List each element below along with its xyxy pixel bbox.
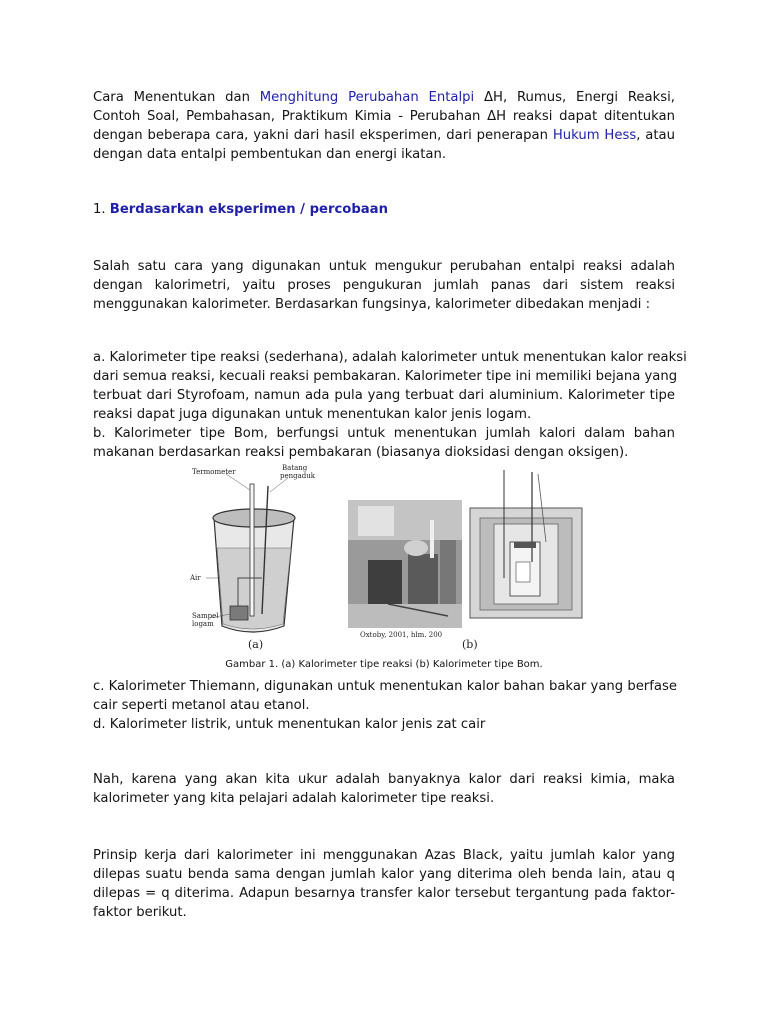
intro-line-3-post: , atau [636, 128, 675, 143]
figure-b-apparatus-photo [348, 500, 462, 628]
figure-a-calorimeter-drawing [190, 464, 316, 652]
prinsip-paragraph [93, 846, 675, 922]
type-a-line-2: dari semua reaksi, kecuali reaksi pembakaran. Kalorimeter tipe ini memiliki bejana yang [93, 369, 678, 384]
hukum-hess-link[interactable]: Hukum Hess [552, 128, 637, 143]
figure-source-label [360, 628, 460, 640]
label-pengaduk: pengaduk [280, 472, 316, 480]
label-batang: Batang [282, 464, 308, 472]
nah-line-1: Nah, karena yang akan kita ukur adalah banyaknya kalor dari reaksi kimia, maka [93, 772, 675, 787]
type-c-line-1: c. Kalorimeter Thiemann, digunakan untuk menentukan kalor bahan bakar yang berfase [93, 679, 677, 694]
calorimeter-types-c-d-paragraph [93, 677, 675, 734]
label-termometer: Termometer [192, 468, 236, 476]
label-air: Air [190, 574, 201, 582]
type-a-line-4: reaksi dapat juga digunakan untuk menentukan kalor jenis logam. [93, 407, 532, 422]
type-b-line-2: makanan berdasarkan reaksi pembakaran (biasanya dioksidasi dengan oksigen). [93, 445, 629, 460]
label-a: (a) [248, 638, 264, 651]
calorimeter-types-paragraph [93, 348, 687, 462]
kalorimetri-paragraph [93, 257, 675, 314]
nah-line-2: kalorimeter yang kita pelajari adalah kalorimeter tipe reaksi. [93, 791, 495, 806]
type-a-line-3: terbuat dari Styrofoam, namun ada pula yang terbuat dari aluminium. Kalorimeter tipe [93, 388, 675, 403]
intro-line-4: dengan data entalpi pembentukan dan energi ikatan. [93, 147, 447, 162]
source-text: Oxtoby, 2001, hlm. 200 [360, 631, 443, 639]
entalpi-link[interactable]: Menghitung Perubahan Entalpi [259, 90, 475, 105]
figure-caption: Gambar 1. (a) Kalorimeter tipe reaksi (b) Kalorimeter tipe Bom. [225, 659, 543, 670]
intro-line-3-pre: dengan beberapa cara, yakni dari hasil eksperimen, dari penerapan [93, 128, 548, 143]
section-number: 1. [93, 202, 106, 217]
intro-line-1 [93, 88, 675, 107]
label-b: (b) [462, 638, 478, 651]
type-c-line-2: cair seperti metanol atau etanol. [93, 698, 310, 713]
intro-paragraph [93, 88, 675, 164]
prinsip-line-2: dilepas suatu benda sama dengan jumlah kalor yang diterima oleh benda lain, atau q [93, 867, 675, 882]
intro-lead-text: Cara Menentukan dan [93, 90, 250, 105]
label-logam: logam [192, 620, 214, 628]
label-sampel: Sampel [192, 612, 219, 620]
type-a-line-1: a. Kalorimeter tipe reaksi (sederhana), adalah kalorimeter untuk menentukan kalor reaksi [93, 350, 687, 365]
kalorimetri-line-2: dengan kalorimetri, yaitu proses pengukuran jumlah panas dari sistem reaksi [93, 278, 675, 293]
section-heading-link[interactable]: Berdasarkan eksperimen / percobaan [109, 202, 388, 217]
intro-line-3 [93, 126, 675, 145]
type-b-line-1: b. Kalorimeter tipe Bom, berfungsi untuk menentukan jumlah kalori dalam bahan [93, 426, 675, 441]
prinsip-line-3: dilepas = q diterima. Adapun besarnya transfer kalor tersebut tergantung pada faktor- [93, 886, 675, 901]
kalorimetri-line-3: menggunakan kalorimeter. Berdasarkan fungsinya, kalorimeter dibedakan menjadi : [93, 297, 651, 312]
intro-line-1-rest: ΔH, Rumus, Energi Reaksi, [484, 90, 675, 105]
prinsip-line-1: Prinsip kerja dari kalorimeter ini menggunakan Azas Black, yaitu jumlah kalor yang [93, 848, 675, 863]
nah-paragraph [93, 770, 675, 808]
type-d-line: d. Kalorimeter listrik, untuk menentukan kalor jenis zat cair [93, 717, 486, 732]
kalorimetri-line-1: Salah satu cara yang digunakan untuk mengukur perubahan entalpi reaksi adalah [93, 259, 675, 274]
section-1-heading [93, 200, 675, 219]
figure-b-bomb-calorimeter-schematic [462, 466, 588, 652]
intro-line-2: Contoh Soal, Pembahasan, Praktikum Kimia - Perubahan ΔH reaksi dapat ditentukan [93, 109, 675, 124]
prinsip-line-4: faktor berikut. [93, 905, 187, 920]
